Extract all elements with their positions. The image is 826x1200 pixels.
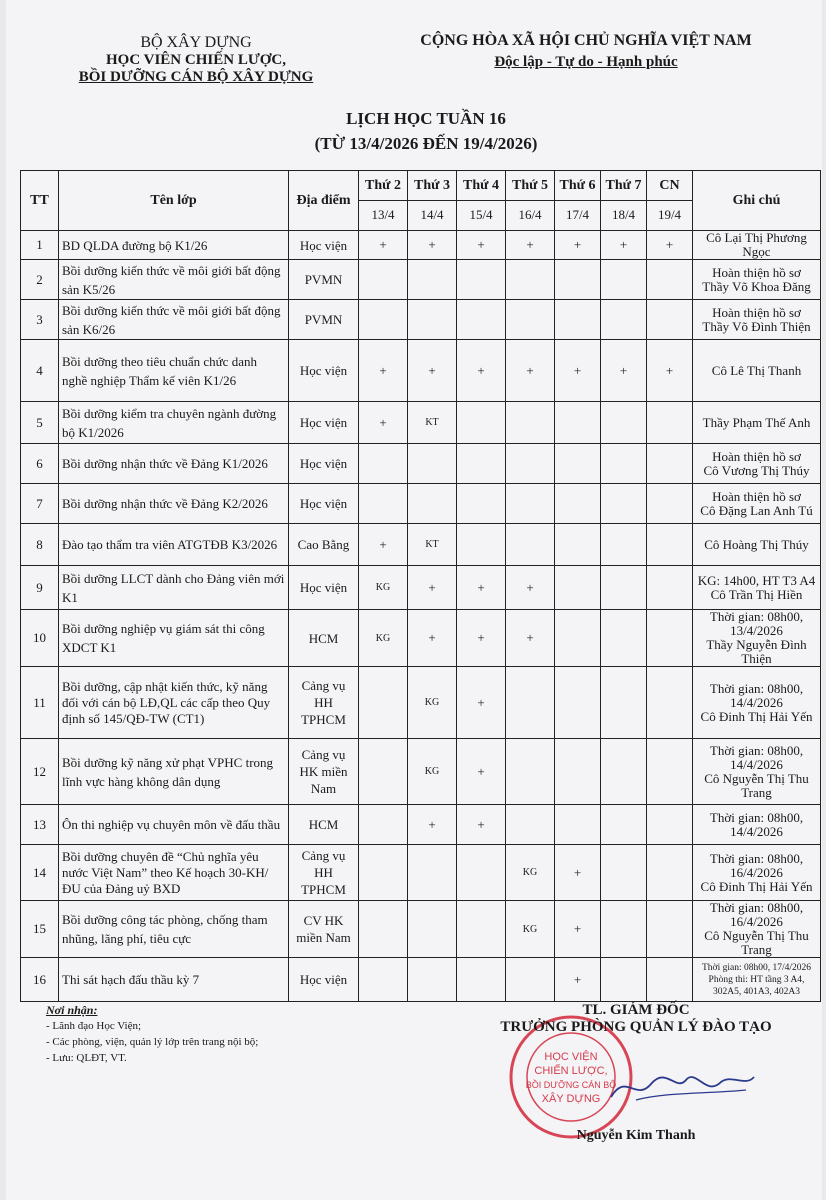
day-mark [601, 739, 647, 805]
day-mark [359, 484, 408, 524]
day-mark [408, 484, 457, 524]
class-location: Học viện [289, 340, 359, 402]
row-number: 1 [21, 231, 59, 260]
table-row [21, 524, 821, 566]
day-mark: + [457, 739, 506, 805]
table-row [21, 340, 821, 402]
svg-text:BỒI DƯỠNG CÁN BỘ: BỒI DƯỠNG CÁN BỘ [525, 1080, 617, 1090]
title-line2: (TỪ 13/4/2026 ĐẾN 19/4/2026) [314, 134, 538, 153]
col-note: Ghi chú [693, 171, 821, 231]
table-row [21, 402, 821, 444]
table-row [21, 300, 821, 340]
recipient-item: - Lãnh đạo Học Viện; [46, 1020, 142, 1032]
col-date: 17/4 [565, 207, 590, 222]
class-note: Hoàn thiện hồ sơ Cô Vương Thị Thúy [693, 444, 821, 484]
row-number: 15 [21, 901, 59, 958]
row-number: 10 [21, 610, 59, 667]
signer-name: Nguyễn Kim Thanh [576, 1128, 696, 1143]
class-location: Cảng vụ HH TPHCM [289, 667, 359, 739]
day-mark [408, 444, 457, 484]
header-row-days [21, 171, 821, 201]
col-day: Thứ 2 [359, 171, 408, 201]
day-mark [601, 402, 647, 444]
table-row [21, 260, 821, 300]
day-mark: + [408, 805, 457, 845]
day-mark: + [555, 231, 601, 260]
day-mark [601, 805, 647, 845]
class-location: Học viện [289, 566, 359, 610]
org-name-line2: BỒI DƯỠNG CÁN BỘ XÂY DỰNG [78, 69, 314, 85]
day-mark [647, 667, 693, 739]
document-page [6, 0, 822, 1200]
day-mark [601, 444, 647, 484]
recipients [46, 1002, 286, 1066]
col-name: Tên lớp [59, 171, 289, 231]
svg-text:HỌC VIỆN: HỌC VIỆN [544, 1051, 598, 1063]
day-mark [506, 739, 555, 805]
col-day: Thứ 5 [506, 171, 555, 201]
class-name: Bồi dưỡng kiểm tra chuyên ngành đường bộ K1/2026 [59, 402, 289, 444]
row-number: 5 [21, 402, 59, 444]
table-row [21, 610, 821, 667]
class-note: Hoàn thiện hồ sơ Thầy Võ Đình Thiện [693, 300, 821, 340]
day-mark: + [555, 340, 601, 402]
day-mark: + [555, 901, 601, 958]
day-mark [359, 958, 408, 1002]
class-note: Cô Hoàng Thị Thúy [693, 524, 821, 566]
class-note: Thầy Phạm Thế Anh [693, 402, 821, 444]
schedule-table [20, 170, 821, 1002]
class-name: Bồi dưỡng công tác phòng, chống tham nhũng, lãng phí, tiêu cực [59, 901, 289, 958]
day-mark [457, 845, 506, 901]
table-row [21, 901, 821, 958]
col-date: 16/4 [518, 207, 542, 222]
table-row [21, 566, 821, 610]
day-mark [647, 566, 693, 610]
day-mark [506, 444, 555, 484]
class-note: Thời gian: 08h00, 17/4/2026 Phòng thi: HT tầng 3 A4, 302A5, 401A3, 402A3 [693, 958, 821, 1002]
row-number: 6 [21, 444, 59, 484]
class-location: Học viện [289, 484, 359, 524]
day-mark [601, 484, 647, 524]
day-mark [601, 958, 647, 1002]
day-mark [457, 901, 506, 958]
title-line1: LỊCH HỌC TUẦN 16 [346, 109, 506, 128]
day-mark: + [457, 805, 506, 845]
day-mark: + [601, 340, 647, 402]
day-mark [601, 300, 647, 340]
class-name: Bồi dưỡng kiến thức về môi giới bất động sản K5/26 [59, 260, 289, 300]
day-mark: + [506, 231, 555, 260]
class-name: Ôn thi nghiệp vụ chuyên môn về đấu thầu [59, 805, 289, 845]
signature-title1: TL. GIÁM ĐỐC [582, 1002, 690, 1018]
day-mark [601, 260, 647, 300]
day-mark [555, 805, 601, 845]
day-mark [555, 300, 601, 340]
day-mark [555, 260, 601, 300]
document-title [206, 106, 646, 156]
class-location: Học viện [289, 958, 359, 1002]
day-mark [555, 566, 601, 610]
day-mark [506, 805, 555, 845]
day-mark: + [506, 610, 555, 667]
row-number: 7 [21, 484, 59, 524]
day-mark: + [506, 566, 555, 610]
signature-title2: TRƯỞNG PHÒNG QUẢN LÝ ĐÀO TẠO [500, 1019, 772, 1035]
class-note: Cô Lại Thị Phương Ngọc [693, 231, 821, 260]
day-mark: + [647, 340, 693, 402]
day-mark [601, 845, 647, 901]
class-note: Thời gian: 08h00, 14/4/2026 Cô Đinh Thị Hải Yến [693, 667, 821, 739]
class-name: Bồi dưỡng nghiệp vụ giám sát thi công XDCT K1 [59, 610, 289, 667]
class-name: Bồi dưỡng theo tiêu chuẩn chức danh nghề nghiệp Thẩm kế viên K1/26 [59, 340, 289, 402]
day-mark [506, 958, 555, 1002]
col-date: 13/4 [371, 207, 395, 222]
day-mark [359, 845, 408, 901]
class-location: Học viện [289, 402, 359, 444]
class-location: PVMN [289, 260, 359, 300]
row-number: 11 [21, 667, 59, 739]
table-row [21, 845, 821, 901]
class-name: Bồi dưỡng kiến thức về môi giới bất động sản K6/26 [59, 300, 289, 340]
class-name: Bồi dưỡng nhận thức về Đảng K2/2026 [59, 484, 289, 524]
day-mark [457, 300, 506, 340]
day-mark [647, 402, 693, 444]
day-mark [408, 260, 457, 300]
day-mark: + [408, 610, 457, 667]
col-day: Thứ 7 [601, 171, 647, 201]
day-mark: KG [359, 566, 408, 610]
ministry-name: BỘ XÂY DỰNG [140, 34, 252, 51]
day-mark [359, 300, 408, 340]
day-mark [359, 260, 408, 300]
class-note: KG: 14h00, HT T3 A4 Cô Trần Thị Hiền [693, 566, 821, 610]
recipient-item: - Các phòng, viện, quản lý lớp trên trang nội bộ; [46, 1036, 259, 1048]
day-mark: KG [408, 667, 457, 739]
day-mark [647, 484, 693, 524]
row-number: 2 [21, 260, 59, 300]
day-mark [601, 667, 647, 739]
day-mark: KG [506, 901, 555, 958]
day-mark [408, 845, 457, 901]
class-name: Thi sát hạch đấu thầu kỳ 7 [59, 958, 289, 1002]
class-location: Cảng vụ HH TPHCM [289, 845, 359, 901]
col-tt: TT [21, 171, 59, 231]
day-mark [601, 566, 647, 610]
day-mark [555, 402, 601, 444]
class-name: Bồi dưỡng, cập nhật kiến thức, kỹ năng đối với cán bộ LĐ,QL các cấp theo Quy định số 145/QĐ-TW (CT1) [59, 667, 289, 739]
class-location: Học viện [289, 444, 359, 484]
day-mark: + [647, 231, 693, 260]
day-mark: + [359, 340, 408, 402]
day-mark: + [457, 610, 506, 667]
table-row [21, 805, 821, 845]
day-mark [506, 260, 555, 300]
col-place: Địa điểm [289, 171, 359, 231]
day-mark: + [408, 231, 457, 260]
svg-text:CHIẾN LƯỢC,: CHIẾN LƯỢC, [534, 1065, 608, 1077]
header-left [46, 34, 346, 86]
day-mark: + [457, 667, 506, 739]
day-mark: + [457, 340, 506, 402]
class-note: Hoàn thiện hồ sơ Thầy Võ Khoa Đăng [693, 260, 821, 300]
table-row [21, 739, 821, 805]
day-mark [647, 260, 693, 300]
signature-icon [606, 1062, 756, 1112]
table-row [21, 958, 821, 1002]
motto: Độc lập - Tự do - Hạnh phúc [494, 54, 678, 70]
day-mark [647, 901, 693, 958]
recipients-heading: Nơi nhận: [46, 1003, 98, 1017]
row-number: 3 [21, 300, 59, 340]
class-location: Cao Bằng [289, 524, 359, 566]
day-mark [408, 958, 457, 1002]
class-location: HCM [289, 610, 359, 667]
day-mark [359, 739, 408, 805]
class-location: CV HK miền Nam [289, 901, 359, 958]
day-mark [408, 901, 457, 958]
day-mark [457, 402, 506, 444]
row-number: 4 [21, 340, 59, 402]
class-note: Thời gian: 08h00, 14/4/2026 Cô Nguyễn Thị Thu Trang [693, 739, 821, 805]
class-note: Thời gian: 08h00, 16/4/2026 Cô Đinh Thị Hải Yến [693, 845, 821, 901]
day-mark: KG [506, 845, 555, 901]
day-mark [555, 739, 601, 805]
row-number: 8 [21, 524, 59, 566]
class-note: Thời gian: 08h00, 16/4/2026 Cô Nguyễn Thị Thu Trang [693, 901, 821, 958]
schedule-body [21, 231, 821, 1002]
day-mark [601, 901, 647, 958]
class-name: Bồi dưỡng kỹ năng xử phạt VPHC trong lĩnh vực hàng không dân dụng [59, 739, 289, 805]
class-name: Bồi dưỡng LLCT dành cho Đảng viên mới K1 [59, 566, 289, 610]
day-mark: + [359, 402, 408, 444]
recipient-item: - Lưu: QLĐT, VT. [46, 1052, 127, 1064]
day-mark [457, 958, 506, 1002]
day-mark: + [408, 566, 457, 610]
class-location: PVMN [289, 300, 359, 340]
class-note: Thời gian: 08h00, 13/4/2026 Thầy Nguyễn Đình Thiện [693, 610, 821, 667]
class-note: Hoàn thiện hồ sơ Cô Đặng Lan Anh Tú [693, 484, 821, 524]
day-mark: + [555, 845, 601, 901]
day-mark: + [506, 340, 555, 402]
col-date: 14/4 [420, 207, 444, 222]
nation-name: CỘNG HÒA XÃ HỘI CHỦ NGHĨA VIỆT NAM [420, 32, 752, 49]
row-number: 13 [21, 805, 59, 845]
day-mark [555, 524, 601, 566]
class-note: Thời gian: 08h00, 14/4/2026 [693, 805, 821, 845]
day-mark: KT [408, 402, 457, 444]
col-day: CN [647, 171, 693, 201]
day-mark [647, 524, 693, 566]
day-mark [601, 610, 647, 667]
day-mark [408, 300, 457, 340]
table-row [21, 667, 821, 739]
day-mark [457, 260, 506, 300]
row-number: 14 [21, 845, 59, 901]
day-mark [506, 402, 555, 444]
day-mark [647, 610, 693, 667]
day-mark [555, 610, 601, 667]
col-date: 15/4 [469, 207, 493, 222]
day-mark: + [457, 231, 506, 260]
day-mark [555, 484, 601, 524]
day-mark [647, 958, 693, 1002]
class-name: Bồi dưỡng nhận thức về Đảng K1/2026 [59, 444, 289, 484]
row-number: 12 [21, 739, 59, 805]
day-mark [647, 805, 693, 845]
day-mark: + [601, 231, 647, 260]
day-mark [359, 444, 408, 484]
day-mark [647, 845, 693, 901]
day-mark [555, 667, 601, 739]
class-location: Cảng vụ HK miền Nam [289, 739, 359, 805]
class-name: Đào tạo thẩm tra viên ATGTĐB K3/2026 [59, 524, 289, 566]
col-day: Thứ 3 [408, 171, 457, 201]
day-mark: + [457, 566, 506, 610]
table-row [21, 231, 821, 260]
day-mark: KG [408, 739, 457, 805]
table-row [21, 444, 821, 484]
class-name: BD QLDA đường bộ K1/26 [59, 231, 289, 260]
class-note: Cô Lê Thị Thanh [693, 340, 821, 402]
row-number: 9 [21, 566, 59, 610]
col-day: Thứ 6 [555, 171, 601, 201]
day-mark [506, 300, 555, 340]
day-mark: KG [359, 610, 408, 667]
day-mark [647, 739, 693, 805]
day-mark [359, 667, 408, 739]
day-mark: + [359, 231, 408, 260]
day-mark [555, 444, 601, 484]
day-mark: + [555, 958, 601, 1002]
day-mark [506, 524, 555, 566]
col-date: 19/4 [657, 207, 682, 222]
day-mark [359, 901, 408, 958]
day-mark [601, 524, 647, 566]
day-mark [647, 300, 693, 340]
class-location: HCM [289, 805, 359, 845]
class-location: Học viện [289, 231, 359, 260]
day-mark [506, 667, 555, 739]
svg-text:XÂY DỰNG: XÂY DỰNG [541, 1093, 601, 1105]
org-name-line1: HỌC VIÊN CHIẾN LƯỢC, [105, 52, 287, 68]
day-mark: KT [408, 524, 457, 566]
class-name: Bồi dưỡng chuyên đề “Chủ nghĩa yêu nước Việt Nam” theo Kế hoạch 30-KH/ĐU của Đảng uỷ BXD [59, 845, 289, 901]
day-mark: + [408, 340, 457, 402]
header-right [386, 32, 786, 71]
day-mark [457, 484, 506, 524]
day-mark: + [359, 524, 408, 566]
day-mark [506, 484, 555, 524]
day-mark [359, 805, 408, 845]
row-number: 16 [21, 958, 59, 1002]
col-date: 18/4 [611, 207, 636, 222]
table-row [21, 484, 821, 524]
col-day: Thứ 4 [457, 171, 506, 201]
day-mark [647, 444, 693, 484]
day-mark [457, 524, 506, 566]
day-mark [457, 444, 506, 484]
